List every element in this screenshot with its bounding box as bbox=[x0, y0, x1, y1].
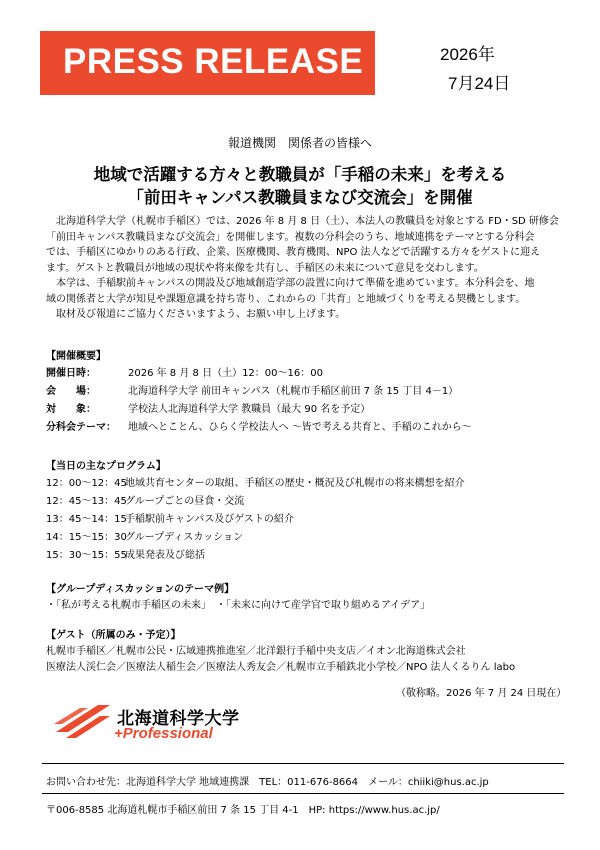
guests-note: （敬称略。2026 年 7 月 24 日現在） bbox=[396, 688, 567, 699]
program-heading: 【当日の主なプログラム】 bbox=[46, 461, 166, 472]
themes-heading: 【グループディスカッションのテーマ例】 bbox=[46, 584, 235, 595]
body-text bbox=[46, 214, 566, 323]
footer-address: 〒006-8585 北海道札幌市手稲区前田 7 条 15 丁目 4-1 HP: https://www.hus.ac.jp/ bbox=[46, 805, 440, 816]
university-logo-icon bbox=[50, 702, 114, 742]
overview-heading: 【開催概要】 bbox=[46, 351, 106, 362]
title-line-1: 地域で活躍する方々と教職員が「手稲の未来」を考える bbox=[93, 165, 507, 184]
program-time: 13：45～14：15 bbox=[46, 514, 127, 525]
overview-label: 会 場： bbox=[46, 386, 96, 397]
program-item: グループディスカッション bbox=[125, 532, 244, 543]
overview-value: 北海道科学大学 前田キャンパス（札幌市手稲区前田 7 条 15 丁目 4－1） bbox=[128, 386, 459, 397]
overview-value: 2026 年 8 月 8 日（土）12：00～16：00 bbox=[128, 368, 323, 379]
program-time: 15：30～15：55 bbox=[46, 550, 127, 561]
program-row bbox=[46, 546, 205, 561]
overview-label: 開催日時： bbox=[46, 368, 96, 379]
release-date-year: 2026年 bbox=[440, 45, 495, 64]
release-date-day: 7月24日 bbox=[448, 74, 511, 93]
body-line: 取材及び報道にご協力くださいますよう、お願い申し上げます。 bbox=[46, 309, 346, 320]
program-item: 手稲駅前キャンパス及びゲストの紹介 bbox=[125, 514, 294, 525]
themes-list: ・「私が考える札幌市手稲区の未来」 ・「未来に向けて産学官で取り組めるアイデア」 bbox=[46, 600, 431, 611]
program-row bbox=[46, 492, 244, 507]
program-item: 成果発表及び総括 bbox=[125, 550, 205, 561]
body-line: では、手稲区にゆかりのある行政、企業、医療機関、教育機関、NPO 法人などで活躍する方々をゲストに迎え bbox=[46, 247, 541, 258]
logo-tagline: +Professional bbox=[114, 725, 213, 742]
addressee: 報道機関 関係者の皆様へ bbox=[227, 136, 372, 150]
program-time: 14：15～15：30 bbox=[46, 532, 127, 543]
program-row bbox=[46, 510, 294, 525]
footer-contact: お問い合わせ先：北海道科学大学 地域連携課 TEL：011-676-8664 メール：chiiki@hus.ac.jp bbox=[46, 777, 489, 788]
guests-line-1: 札幌市手稲区／札幌市公民・広域連携推進室／北洋銀行手稲中央支店／イオン北海道株式会社 bbox=[46, 646, 466, 657]
body-line: 本学は、手稲駅前キャンパスの開設及び地域創造学部の設置に向けて準備を進めています。本分科会を、地 bbox=[46, 278, 535, 289]
program-item: グループごとの昼食・交流 bbox=[125, 496, 245, 507]
overview-row-target bbox=[46, 400, 370, 415]
guests-heading: 【ゲスト（所属のみ・予定）】 bbox=[46, 630, 181, 641]
overview-row-venue bbox=[46, 382, 458, 397]
program-row bbox=[46, 474, 465, 489]
overview-row-theme bbox=[46, 418, 472, 433]
program-item: 地域共育センターの取組、手稲区の歴史・概況及び札幌市の将来構想を紹介 bbox=[125, 478, 465, 489]
banner-title: PRESS RELEASE bbox=[63, 42, 364, 81]
footer-divider bbox=[42, 763, 564, 764]
overview-row-date bbox=[46, 364, 323, 379]
overview-value: 地域へとことん、ひらく学校法人へ ～皆で考える共育と、手稲のこれから～ bbox=[128, 422, 472, 433]
body-line: 「前田キャンパス教職員まなび交流会」を開催します。複数の分科会のうち、地域連携をテーマとする分科会 bbox=[46, 231, 535, 243]
program-time: 12：00～12：45 bbox=[46, 478, 127, 489]
body-line: ます。ゲストと教職員が地域の現状や将来像を共有し、手稲区の未来について意見を交わします。 bbox=[46, 262, 484, 274]
program-row bbox=[46, 528, 243, 543]
overview-label: 分科会テーマ： bbox=[46, 422, 116, 433]
title-line-2: 「前田キャンパス教職員まなび交流会」を開催 bbox=[127, 188, 473, 207]
body-line: 北海道科学大学（札幌市手稲区）では、2026 年 8 月 8 日（土）、本法人の教職員を対象とする FD・SD 研修会 bbox=[46, 216, 559, 227]
overview-value: 学校法人北海道科学大学 教職員（最大 90 名を予定） bbox=[128, 404, 371, 415]
guests-line-2: 医療法人渓仁会／医療法人稲生会／医療法人秀友会／札幌市立手稲鉄北小学校／NPO 法人くるりん labo bbox=[46, 662, 516, 673]
program-time: 12：45～13：45 bbox=[46, 496, 127, 507]
footer-divider bbox=[42, 793, 564, 794]
logo-university-name: 北海道科学大学 bbox=[117, 709, 240, 729]
overview-label: 対 象： bbox=[46, 404, 96, 415]
body-line: 域の関係者と大学が知見や課題意識を持ち寄り、これからの「共育」と地域づくりを考える契機とします。 bbox=[46, 293, 526, 305]
